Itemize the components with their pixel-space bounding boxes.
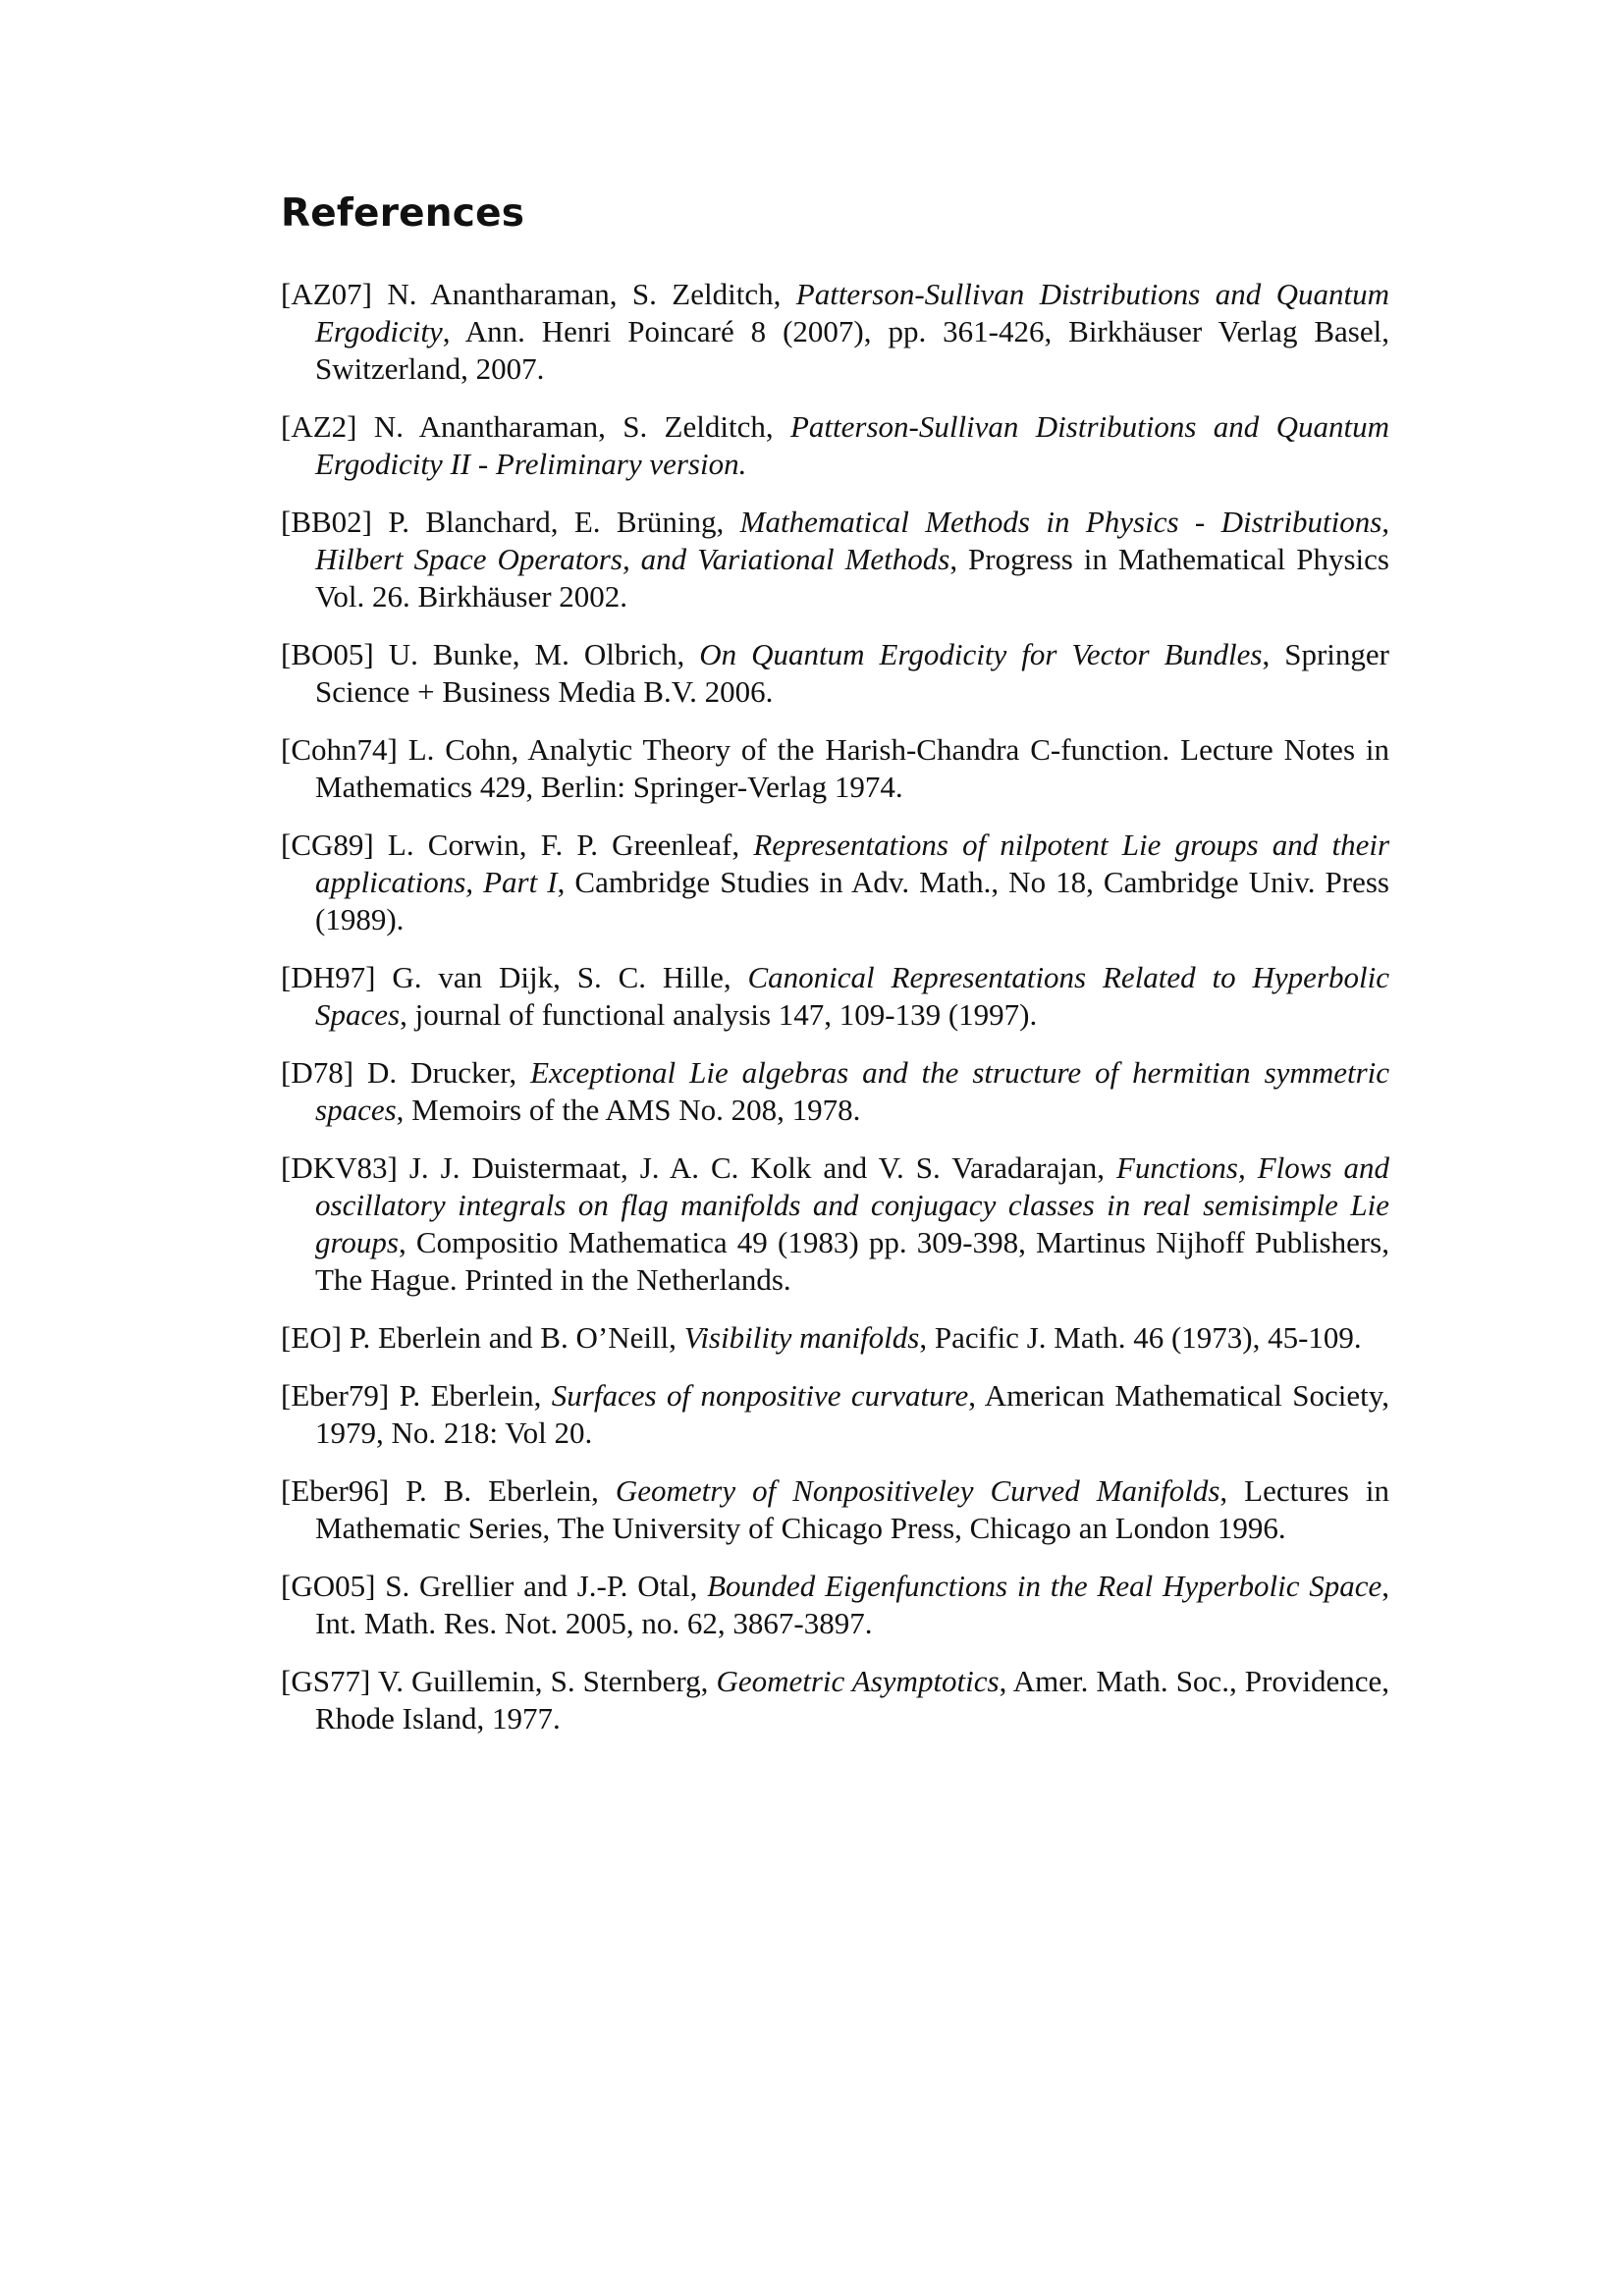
reference-text: P. Eberlein,	[399, 1377, 552, 1413]
reference-text: U. Bunke, M. Olbrich,	[388, 636, 700, 671]
section-title: References	[281, 191, 525, 236]
reference-text: V. Guillemin, S. Sternberg,	[377, 1663, 717, 1698]
reference-entry	[281, 827, 1389, 938]
reference-text: , Pacific J. Math. 46 (1973), 45-109.	[919, 1319, 1362, 1355]
reference-label: [D78]	[281, 1054, 354, 1090]
reference-text: , Cambridge Studies in Adv. Math., No 18, Cambridge Univ. Press (1989).	[315, 864, 1389, 936]
reference-label: [BO05]	[281, 636, 374, 671]
reference-label: [GO05]	[281, 1568, 376, 1603]
reference-title: Visibility manifolds	[683, 1319, 920, 1355]
reference-label: [DKV83]	[281, 1149, 398, 1185]
reference-entry	[281, 408, 1389, 483]
reference-text: , journal of functional analysis 147, 109-139 (1997).	[400, 996, 1038, 1032]
reference-text: , Progress in Mathematical Physics Vol. 26. Birkhäuser 2002.	[315, 541, 1389, 614]
reference-title: Functions, Flows and oscillatory integrals on flag manifolds and conjugacy classes in real semisimple Lie groups	[315, 1149, 1390, 1259]
reference-text: , Ann. Henri Poincaré 8 (2007), pp. 361-426, Birkhäuser Verlag Basel, Switzerland, 2007.	[315, 313, 1389, 386]
reference-entry	[281, 1149, 1389, 1299]
reference-label: [AZ2]	[281, 408, 357, 444]
reference-entry	[281, 1568, 1389, 1642]
reference-text: P. B. Eberlein,	[406, 1472, 616, 1508]
reference-label: [Eber79]	[281, 1377, 390, 1413]
reference-entry	[281, 959, 1389, 1034]
reference-text: , Compositio Mathematica 49 (1983) pp. 309-398, Martinus Nijhoff Publishers, The Hague. Printed in the Netherlands.	[315, 1224, 1389, 1297]
reference-text: L. Cohn, Analytic Theory of the Harish-Chandra C-function. Lecture Notes in Mathematics 429, Berlin: Springer-Verlag 1974.	[315, 731, 1390, 804]
reference-label: [GS77]	[281, 1663, 371, 1698]
reference-label: [Eber96]	[281, 1472, 390, 1508]
references-section	[281, 192, 1389, 1737]
reference-text: G. van Dijk, S. C. Hille,	[392, 959, 748, 994]
reference-title: Mathematical Methods in Physics - Distributions, Hilbert Space Operators, and Variational Methods	[315, 504, 1390, 576]
reference-text: , Lectures in Mathematic Series, The University of Chicago Press, Chicago an London 1996.	[315, 1472, 1389, 1545]
reference-text: N. Anantharaman, S. Zelditch,	[387, 276, 796, 311]
reference-entry	[281, 731, 1389, 806]
reference-entry	[281, 636, 1389, 711]
reference-title: On Quantum Ergodicity for Vector Bundles	[699, 636, 1263, 671]
references-list	[281, 276, 1389, 1737]
reference-entry	[281, 1663, 1389, 1737]
reference-label: [EO]	[281, 1319, 342, 1355]
reference-entry	[281, 504, 1389, 615]
reference-label: [AZ07]	[281, 276, 372, 311]
reference-text: N. Anantharaman, S. Zelditch,	[373, 408, 790, 444]
reference-text: , American Mathematical Society, 1979, No. 218: Vol 20.	[315, 1377, 1389, 1450]
reference-text: , Memoirs of the AMS No. 208, 1978.	[396, 1092, 861, 1127]
reference-title: Bounded Eigenfunctions in the Real Hyperbolic Space	[707, 1568, 1382, 1603]
reference-text: , Springer Science + Business Media B.V. 2006.	[315, 636, 1389, 709]
reference-title: Surfaces of nonpositive curvature	[551, 1377, 969, 1413]
reference-label: [BB02]	[281, 504, 372, 539]
reference-entry	[281, 276, 1389, 388]
reference-text: P. Eberlein and B. O’Neill,	[349, 1319, 684, 1355]
reference-label: [Cohn74]	[281, 731, 398, 767]
reference-title: Patterson-Sullivan Distributions and Quantum Ergodicity	[315, 276, 1390, 348]
reference-entry	[281, 1319, 1389, 1357]
reference-label: [DH97]	[281, 959, 376, 994]
reference-text: , Amer. Math. Soc., Providence, Rhode Island, 1977.	[315, 1663, 1389, 1735]
reference-title: Patterson-Sullivan Distributions and Quantum Ergodicity II - Preliminary version.	[315, 408, 1390, 481]
reference-entry	[281, 1472, 1389, 1547]
reference-title: Geometry of Nonpositiveley Curved Manifolds	[615, 1472, 1220, 1508]
reference-title: Canonical Representations Related to Hyperbolic Spaces	[315, 959, 1389, 1032]
reference-entry	[281, 1054, 1389, 1129]
reference-title: Geometric Asymptotics	[716, 1663, 1000, 1698]
reference-text: P. Blanchard, E. Brüning,	[388, 504, 740, 539]
reference-text: D. Drucker,	[367, 1054, 531, 1090]
reference-text: S. Grellier and J.-P. Otal,	[385, 1568, 708, 1603]
reference-text: J. J. Duistermaat, J. A. C. Kolk and V. S. Varadarajan,	[408, 1149, 1116, 1185]
reference-title: Representations of nilpotent Lie groups and their applications, Part I	[315, 827, 1390, 899]
reference-text: , Int. Math. Res. Not. 2005, no. 62, 3867-3897.	[315, 1568, 1390, 1640]
reference-entry	[281, 1377, 1389, 1452]
reference-label: [CG89]	[281, 827, 374, 862]
reference-text: L. Corwin, F. P. Greenleaf,	[387, 827, 754, 862]
reference-title: Exceptional Lie algebras and the structure of hermitian symmetric spaces	[315, 1054, 1390, 1127]
